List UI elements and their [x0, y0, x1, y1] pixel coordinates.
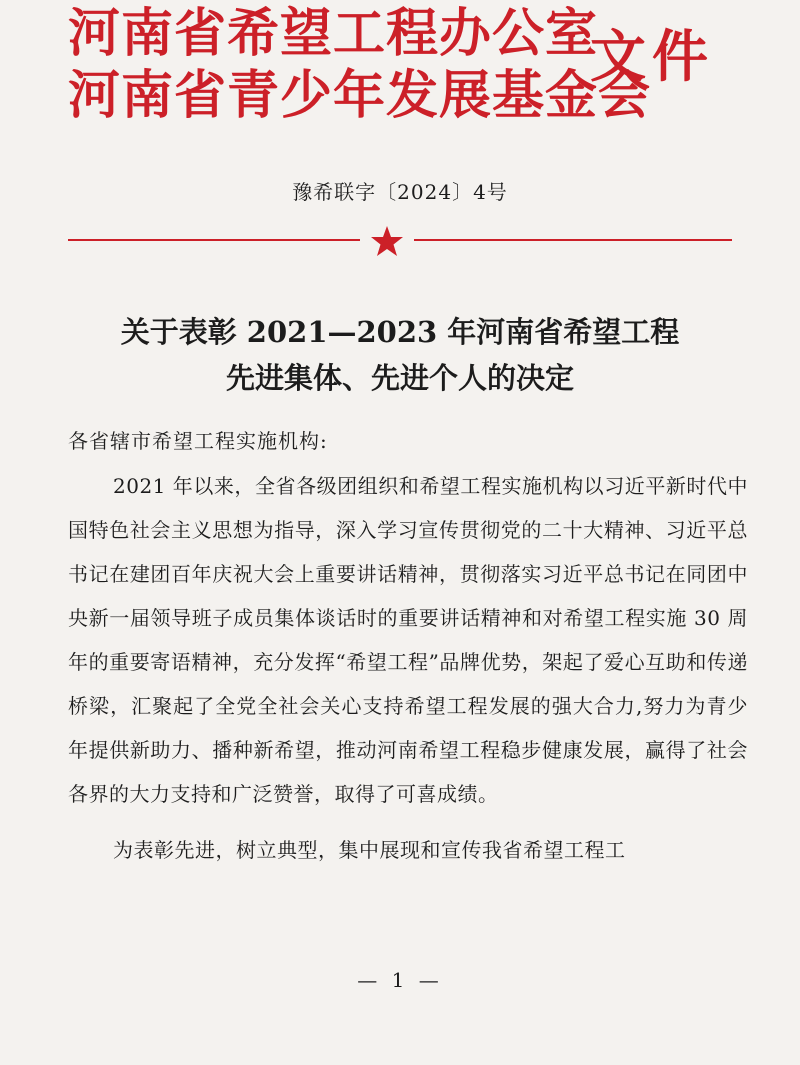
salutation: 各省辖市希望工程实施机构: — [68, 429, 328, 453]
divider-line-left — [68, 239, 360, 241]
document-label: 文件 — [590, 25, 714, 90]
body-paragraph-1: 2021 年以来，全省各级团组织和希望工程实施机构以习近平新时代中国特色社会主义思想为指导，深入学习宣传贯彻党的二十大精神、习近平总书记在建团百年庆祝大会上重要讲话精神，贯彻落实习近平总书记在同团中央新一届领导班子成员集体谈话时的重要讲话精神和对希望工程实施 30 周年的重要寄语精神，充分发挥“希望工程”品牌优势，架起了爱心互助和传递桥梁，汇聚起了全党全社会关心支持希望工程发展的强大合力,努力为青少年提供新助力、播种新希望，推动河南希望工程稳步健康发展，赢得了社会各界的大力支持和广泛赞誉，取得了可喜成绩。 — [68, 474, 748, 806]
issuer-line-1: 河南省希望工程办公室 — [68, 4, 599, 64]
red-divider — [68, 225, 732, 255]
document-header — [0, 0, 800, 140]
issuer-line-2: 河南省青少年发展基金会 — [68, 66, 652, 126]
document-number: 豫希联字〔2024〕4号 — [292, 180, 508, 204]
divider-line-right — [414, 239, 732, 241]
body-paragraph-2: 为表彰先进，树立典型，集中展现和宣传我省希望工程工 — [113, 838, 626, 862]
document-title-line-2: 先进集体、先进个人的决定 — [225, 361, 574, 395]
document-body — [68, 418, 748, 872]
page-number: — 1 — — [357, 968, 443, 992]
star-icon — [370, 225, 404, 257]
document-title-line-1: 关于表彰 2021—2023 年河南省希望工程 — [120, 315, 680, 349]
